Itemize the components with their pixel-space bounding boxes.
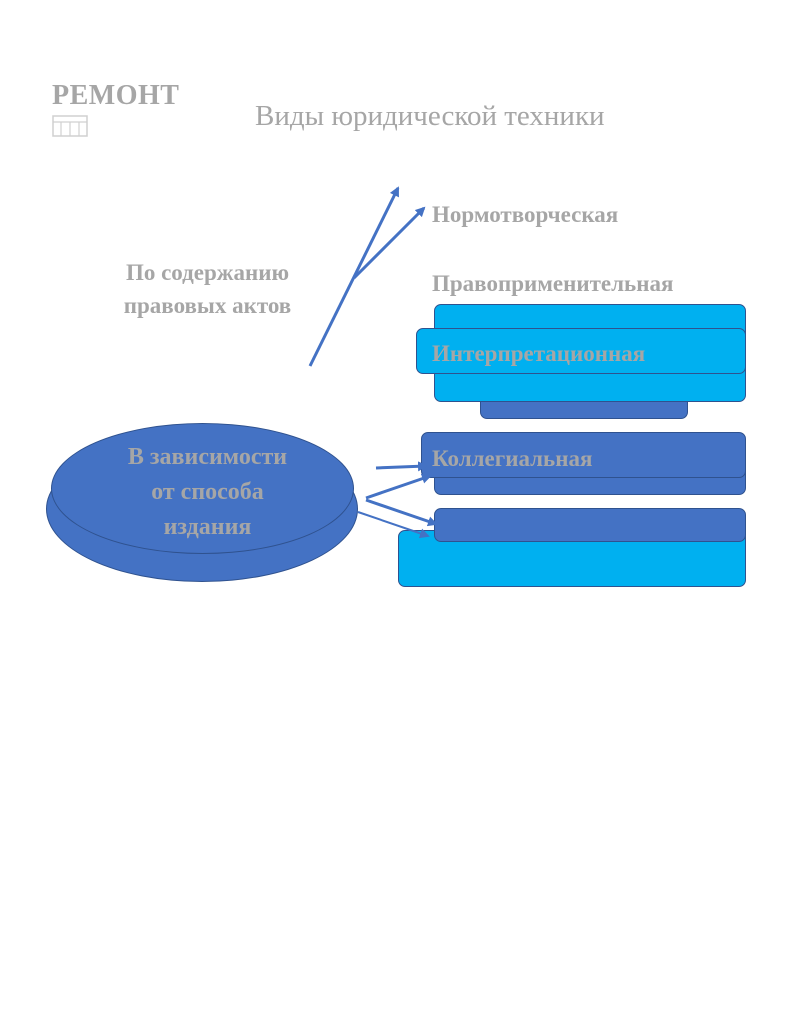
- arrow-up-2: [354, 208, 424, 278]
- label-po-soderzhaniyu: По содержанию правовых актов: [123, 260, 292, 318]
- ellipse-label: В зависимости от способа издания: [127, 444, 288, 540]
- label-interpretatsionnaya: Интерпретационная: [432, 341, 646, 366]
- arrow-right-3: [366, 500, 436, 524]
- page-title: Виды юридической техники: [255, 100, 605, 132]
- arrow-right-2: [366, 476, 430, 498]
- label-pravoprimenitelnaya: Правоприменительная: [432, 271, 674, 296]
- arrow-right-4: [358, 512, 428, 536]
- label-kollegialnaya: Коллегиальная: [432, 446, 593, 471]
- logo-text: РЕМОНТ: [52, 80, 180, 111]
- label-normotvorcheskaya: Нормотворческая: [432, 202, 619, 227]
- arrow-right-1: [376, 466, 426, 468]
